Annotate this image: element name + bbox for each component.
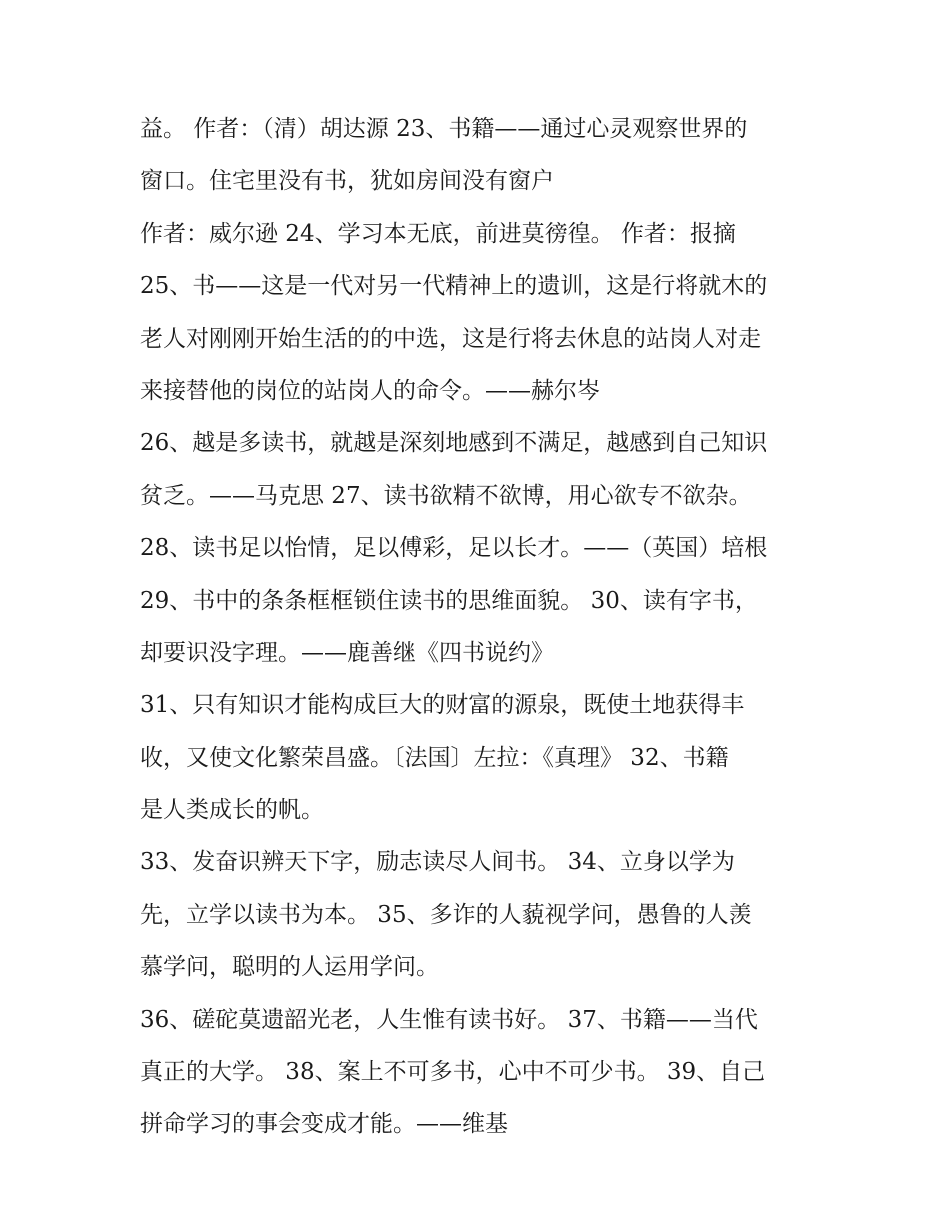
text-line: 26、越是多读书，就越是深刻地感到不满足，越感到自己知识 <box>140 430 768 457</box>
text-line: 窗口。住宅里没有书，犹如房间没有窗户 <box>140 168 554 195</box>
text-line: 贫乏。——马克思 27、读书欲精不欲博，用心欲专不欲杂。 <box>140 482 752 509</box>
text-line: 31、只有知识才能构成巨大的财富的源泉，既使土地获得丰 <box>140 692 745 719</box>
text-line: 真正的大学。 38、案上不可多书，心中不可少书。 39、自己 <box>140 1059 766 1086</box>
text-line: 先，立学以读书为本。 35、多诈的人藐视学问，愚鲁的人羡 <box>140 901 752 928</box>
text-line: 36、磋砣莫遗韶光老，人生惟有读书好。 37、书籍——当代 <box>140 1006 758 1033</box>
text-line: 拼命学习的事会变成才能。——维基 <box>140 1111 508 1138</box>
text-line: 29、书中的条条框框锁住读书的思维面貌。 30、读有字书， <box>140 587 758 614</box>
text-line: 是人类成长的帆。 <box>140 797 324 824</box>
text-line: 却要识没字理。——鹿善继《四书说约》 <box>140 639 554 666</box>
text-line: 28、读书足以怡情，足以傅彩，足以长才。——（英国）培根 <box>140 535 768 562</box>
text-line: 25、书——这是一代对另一代精神上的遗训，这是行将就木的 <box>140 273 768 300</box>
quote-text-block <box>140 103 830 1151</box>
text-line: 老人对刚刚开始生活的的中选，这是行将去休息的站岗人对走 <box>140 325 761 352</box>
text-line: 33、发奋识辨天下字，励志读尽人间书。 34、立身以学为 <box>140 849 735 876</box>
text-line: 作者：威尔逊 24、学习本无底，前进莫徬徨。 作者：报摘 <box>140 220 736 247</box>
text-line: 来接替他的岗位的站岗人的命令。——赫尔岑 <box>140 377 600 404</box>
text-line: 收，又使文化繁荣昌盛。〔法国〕左拉：《真理》 32、书籍 <box>140 744 729 771</box>
text-line: 慕学问，聪明的人运用学问。 <box>140 954 439 981</box>
text-line: 益。 作者：（清）胡达源 23、书籍——通过心灵观察世界的 <box>140 116 748 142</box>
